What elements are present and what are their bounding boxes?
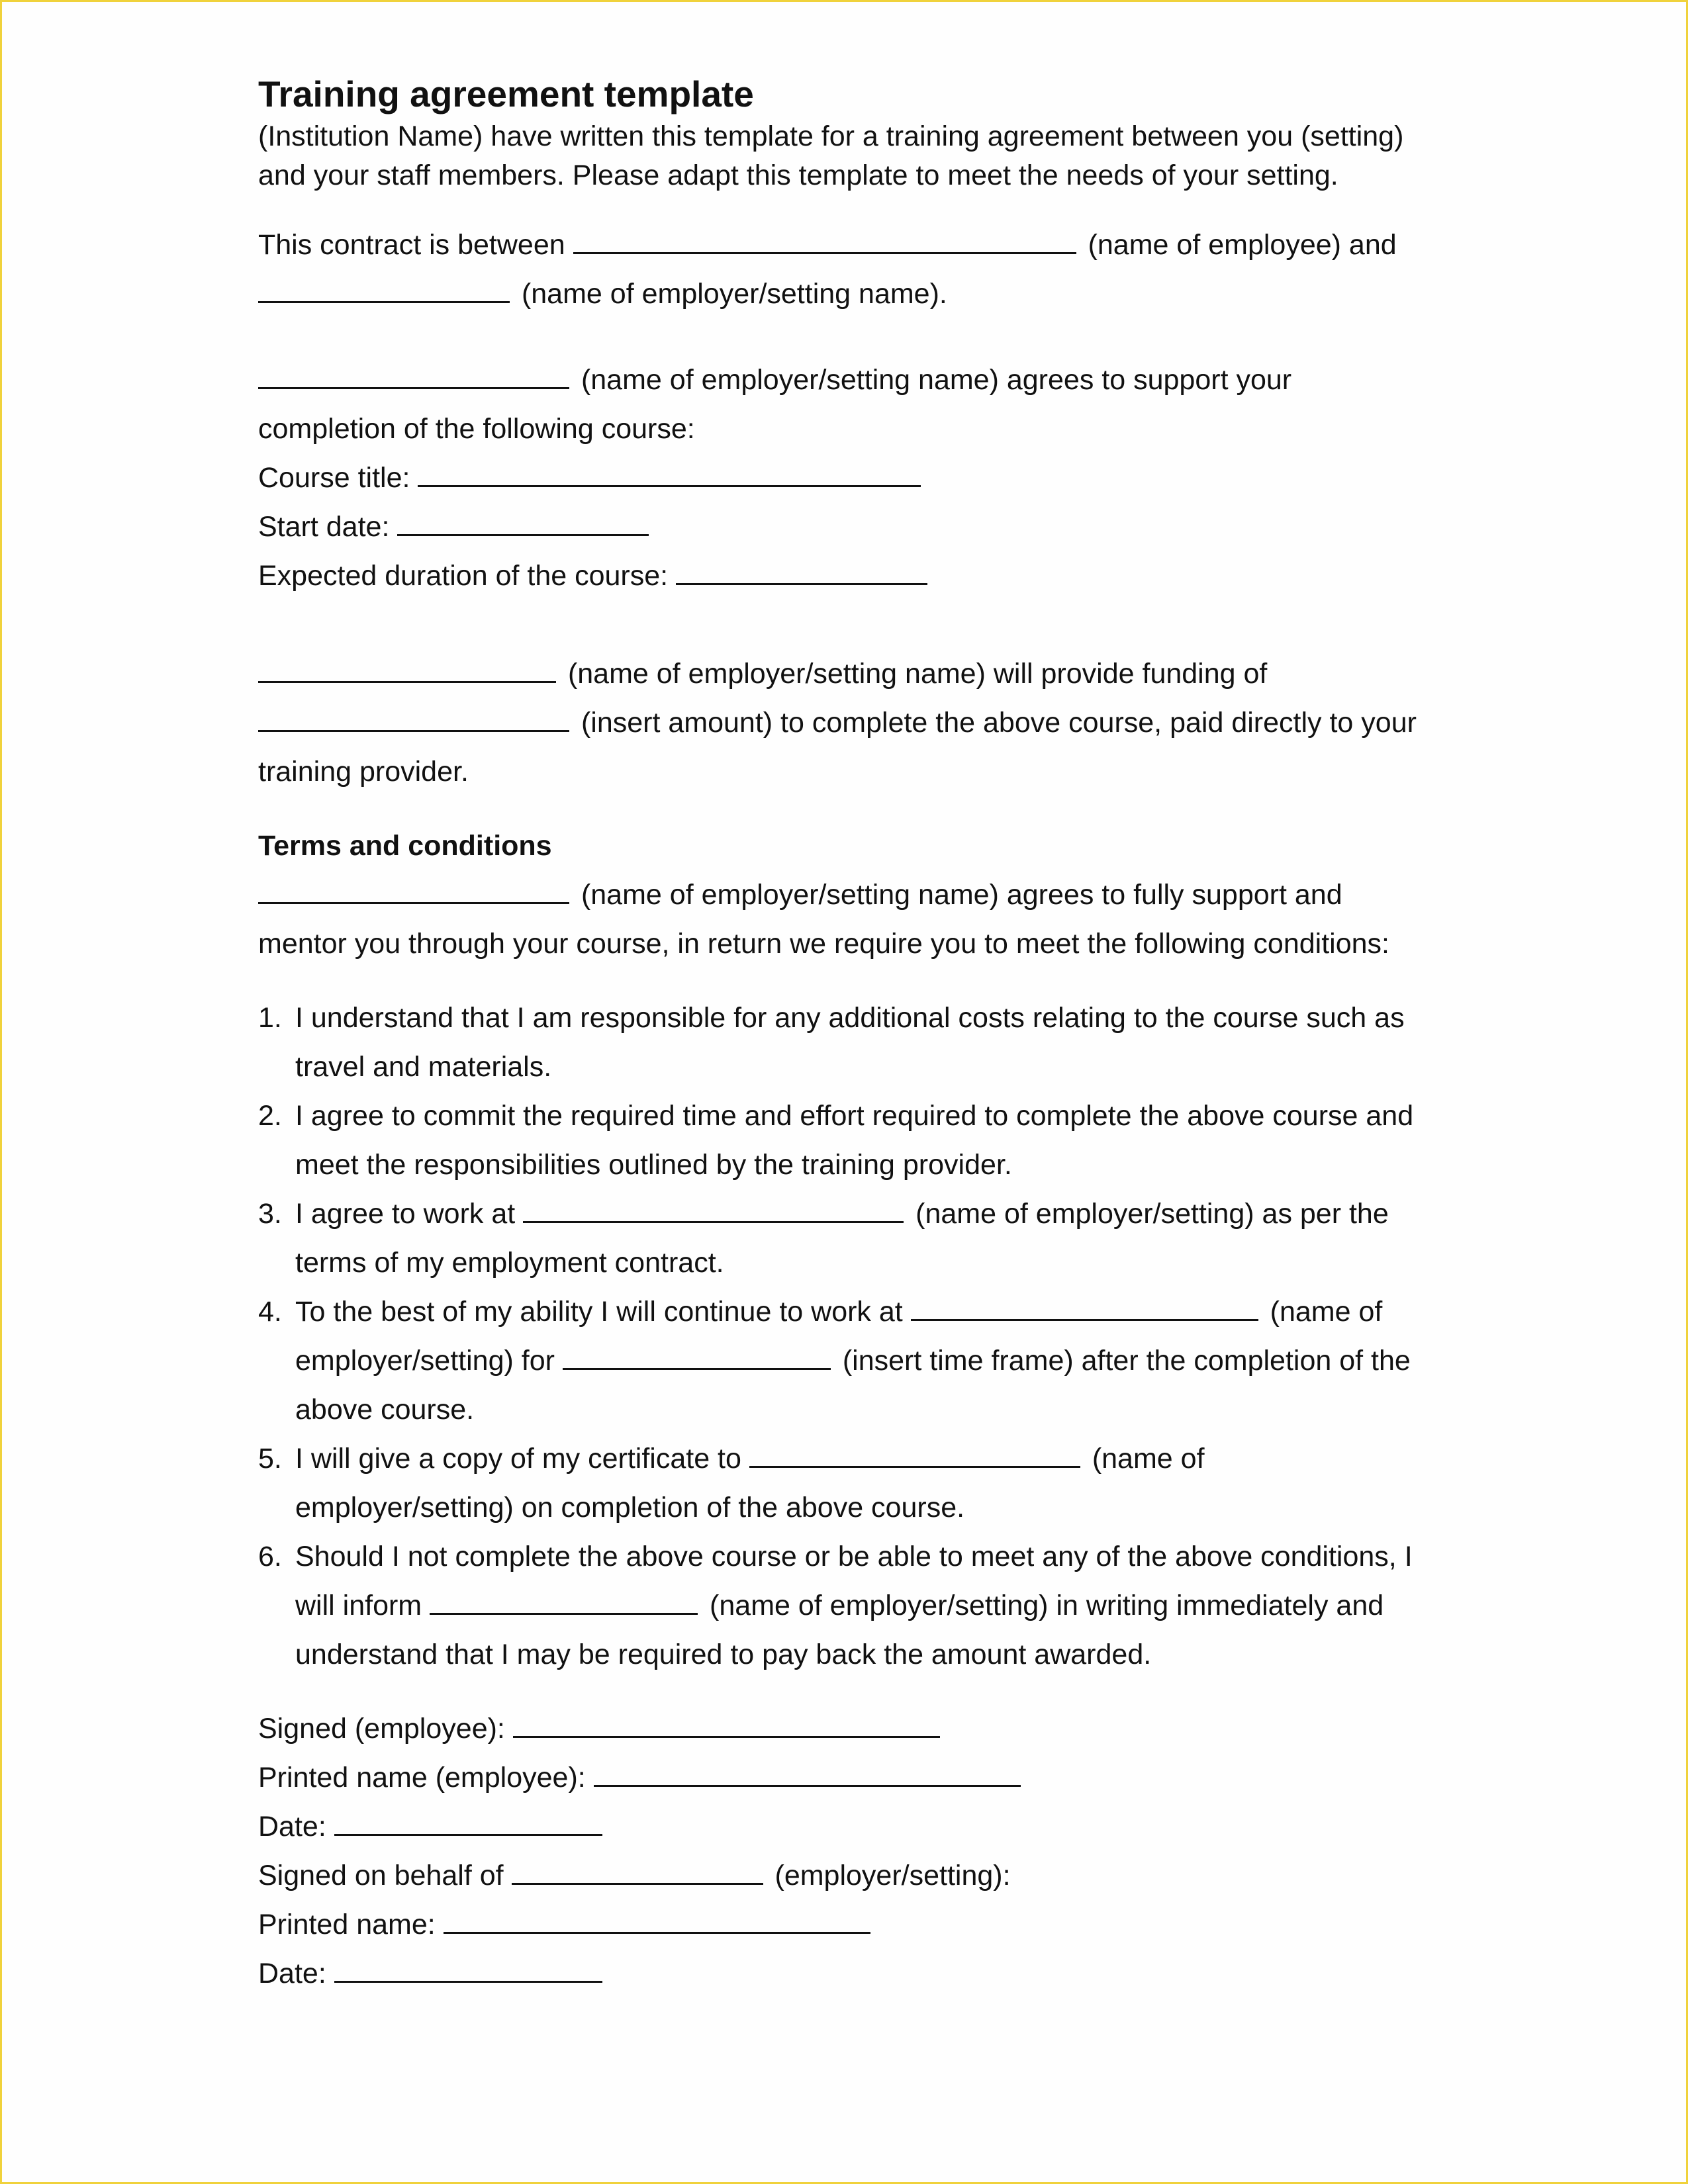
condition-text: (name of employer/setting) in writing immediately and [710,1590,1384,1621]
condition-line [295,1189,1443,1238]
course-title-blank[interactable] [418,456,921,487]
printed-name-label: Printed name: [258,1909,436,1940]
condition-text: (name of [1270,1296,1383,1328]
condition-text: will inform [295,1590,422,1621]
employee-date-blank[interactable] [334,1805,602,1836]
condition-line [295,1581,1443,1630]
funding-employer-blank[interactable] [258,652,556,683]
support-line-1 [258,355,1443,404]
support-hint: (name of employer/setting name) agrees to support your [581,364,1292,396]
terms-line-2: mentor you through your course, in return we require you to meet the following conditions: [258,928,1389,960]
list-number: 4. [258,1296,282,1328]
funding-amount-blank[interactable] [258,701,569,732]
printed-name-row [258,1900,1443,1949]
signed-behalf-hint: (employer/setting): [774,1860,1011,1891]
signed-behalf-label: Signed on behalf of [258,1860,504,1891]
date-row-2 [258,1949,1443,1998]
funding-line-1 [258,649,1443,698]
contract-line-1 [258,220,1443,269]
work-at-employer-blank[interactable] [523,1192,904,1223]
date-label: Date: [258,1811,326,1843]
list-number: 5. [258,1443,282,1475]
condition-text: (name of employer/setting) as per the [915,1198,1389,1230]
course-title-row [258,453,1443,502]
duration-blank[interactable] [676,554,927,585]
spacer [258,600,1443,649]
start-date-blank[interactable] [397,505,649,536]
list-number: 1. [258,1002,282,1034]
employer-name-blank[interactable] [258,272,510,303]
condition-text: I will give a copy of my certificate to [295,1443,741,1475]
document-title: Training agreement template [258,73,754,114]
terms-hint: (name of employer/setting name) agrees to fully support and [581,879,1342,911]
intro-line-1: (Institution Name) have written this template for a training agreement between you (setting) [258,120,1404,152]
printed-employee-row [258,1753,1443,1802]
condition-item-2 [258,1091,1443,1189]
spacer [258,1679,1443,1704]
course-title-label: Course title: [258,462,410,494]
condition-item-5 [258,1434,1443,1532]
condition-text: I understand that I am responsible for any additional costs relating to the course such as [295,1002,1405,1034]
date-label: Date: [258,1958,326,1989]
condition-line [295,1336,1443,1385]
list-number: 6. [258,1541,282,1572]
condition-item-1 [258,993,1443,1091]
duration-row [258,551,1443,600]
condition-line [295,1434,1443,1483]
employer-date-blank[interactable] [334,1952,602,1983]
signed-employee-label: Signed (employee): [258,1713,505,1745]
employer-name-hint: (name of employer/setting name). [521,278,947,310]
funding-hint-2: (insert amount) to complete the above course, paid directly to your [581,707,1417,739]
employer-printed-name-blank[interactable] [444,1903,870,1934]
condition-item-4 [258,1287,1443,1434]
start-date-label: Start date: [258,511,390,543]
funding-line-3: training provider. [258,756,469,788]
contract-lead-text: This contract is between [258,229,565,261]
condition-text: above course. [295,1394,475,1426]
conditions-list [258,993,1443,1679]
employee-name-blank[interactable] [573,223,1076,254]
condition-text: employer/setting) for [295,1345,555,1377]
document-body [258,71,1443,1998]
duration-label: Expected duration of the course: [258,560,669,592]
start-date-row [258,502,1443,551]
intro-line-2: and your staff members. Please adapt this template to meet the needs of your setting. [258,159,1338,191]
printed-employee-label: Printed name (employee): [258,1762,586,1794]
condition-text: employer/setting) on completion of the above course. [295,1492,965,1524]
condition-text: travel and materials. [295,1051,552,1083]
terms-employer-blank[interactable] [258,873,569,904]
spacer [258,195,1443,220]
condition-item-3 [258,1189,1443,1287]
contract-line-2 [258,269,1443,318]
terms-line-1 [258,870,1443,919]
employee-printed-name-blank[interactable] [594,1756,1021,1787]
condition-text: I agree to work at [295,1198,516,1230]
condition-text: Should I not complete the above course or be able to meet any of the above conditions, I [295,1541,1413,1572]
condition-text: (name of [1092,1443,1205,1475]
support-line-2: completion of the following course: [258,413,695,445]
signed-employee-row [258,1704,1443,1753]
employee-signature-blank[interactable] [513,1707,940,1738]
behalf-employer-blank[interactable] [512,1854,763,1885]
date-row-1 [258,1802,1443,1851]
continue-work-employer-blank[interactable] [911,1290,1258,1321]
time-frame-blank[interactable] [563,1339,831,1370]
condition-text: (insert time frame) after the completion of the [842,1345,1411,1377]
signed-behalf-row [258,1851,1443,1900]
list-number: 3. [258,1198,282,1230]
inform-employer-blank[interactable] [430,1584,698,1615]
spacer [258,796,1443,821]
employee-name-hint: (name of employee) and [1088,229,1397,261]
condition-line [295,1287,1443,1336]
condition-text: terms of my employment contract. [295,1247,724,1279]
spacer [258,968,1443,993]
condition-text: I agree to commit the required time and effort required to complete the above course and [295,1100,1414,1132]
funding-line-2 [258,698,1443,747]
condition-item-6 [258,1532,1443,1679]
condition-text: meet the responsibilities outlined by the training provider. [295,1149,1012,1181]
support-employer-blank[interactable] [258,358,569,389]
terms-heading: Terms and conditions [258,830,552,862]
condition-text: To the best of my ability I will continue to work at [295,1296,903,1328]
certificate-employer-blank[interactable] [749,1437,1080,1468]
spacer [258,318,1443,355]
list-number: 2. [258,1100,282,1132]
funding-hint-1: (name of employer/setting name) will provide funding of [567,658,1268,690]
condition-text: understand that I may be required to pay back the amount awarded. [295,1639,1152,1670]
